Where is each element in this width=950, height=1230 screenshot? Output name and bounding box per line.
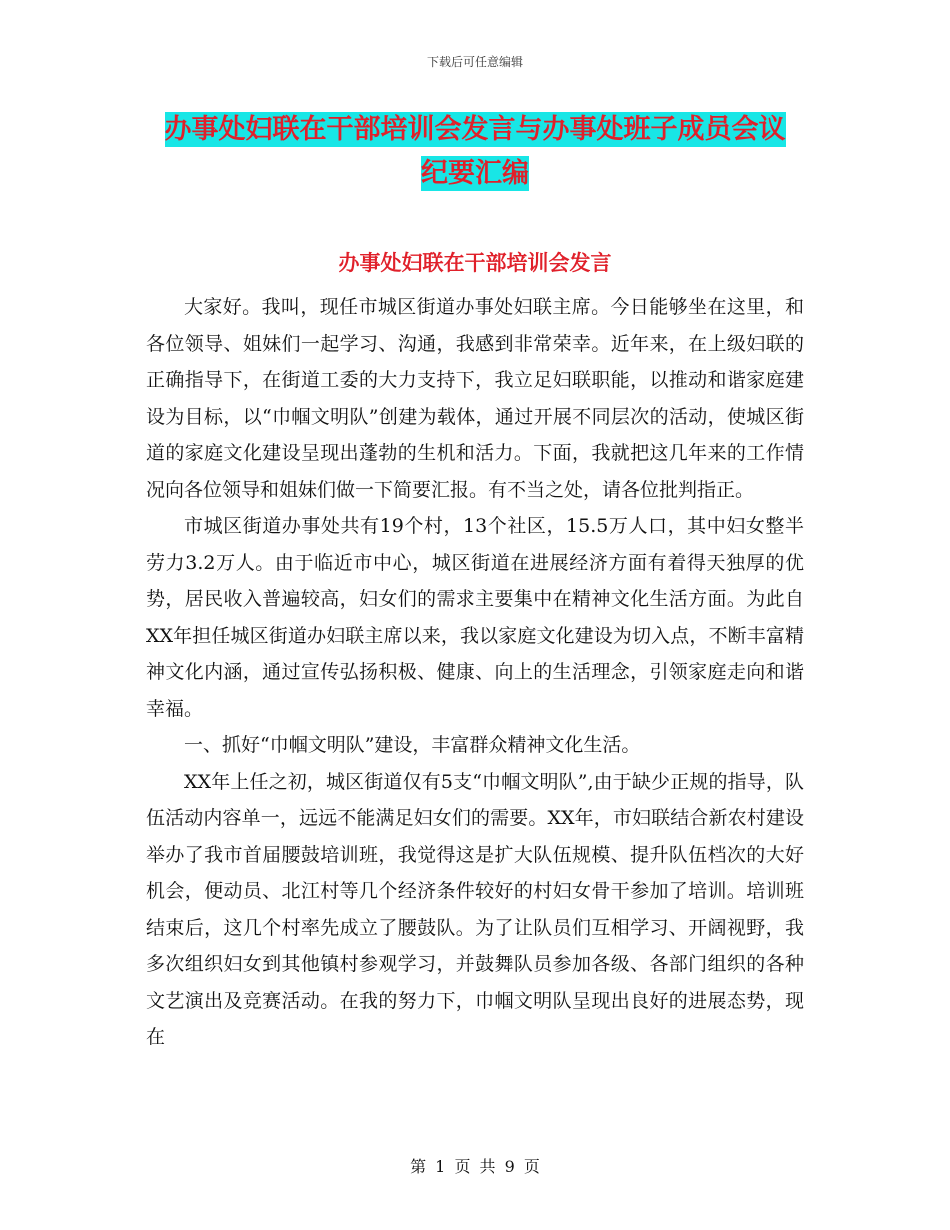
document-title-line-2 (0, 154, 950, 194)
document-title-text-2: 纪要汇编 (421, 158, 529, 189)
paragraph-4: XX年上任之初，城区街道仅有5支“巾帼文明队”,由于缺少正规的指导，队伍活动内容单一，远远不能满足妇女们的需要。XX年，市妇联结合新农村建设举办了我市首届腰鼓培训班，我觉得这是扩大队伍规模、提升队伍档次的大好机会，便动员、北江村等几个经济条件较好的村妇女骨干参加了培训。培训班结束后，这几个村率先成立了腰鼓队。为了让队员们互相学习、开阔视野，我多次组织妇女到其他镇村参观学习，并鼓舞队员参加各级、各部门组织的各种文艺演出及竞赛活动。在我的努力下，巾帼文明队呈现出良好的进展态势，现在 (146, 770, 804, 1048)
paragraph-2: 市城区街道办事处共有19个村，13个社区，15.5万人口，其中妇女整半劳力3.2万人。由于临近市中心，城区街道在进展经济方面有着得天独厚的优势，居民收入普遍较高，妇女们的需求主要集中在精神文化生活方面。为此自XX年担任城区街道办妇联主席以来，我以家庭文化建设为切入点，不断丰富精神文化内涵，通过宣传弘扬积极、健康、向上的生活理念，引领家庭走向和谐幸福。 (146, 515, 804, 720)
document-title-line-1 (0, 110, 950, 150)
section-title: 办事处妇联在干部培训会发言 (338, 251, 612, 275)
paragraph-3: 一、抓好“巾帼文明队”建设，丰富群众精神文化生活。 (184, 734, 641, 756)
document-body (146, 289, 804, 1056)
page-number-footer: 第 1 页 共 9 页 (410, 1157, 540, 1176)
paragraph-1: 大家好。我叫，现任市城区街道办事处妇联主席。今日能够坐在这里，和各位领导、姐妹们一起学习、沟通，我感到非常荣幸。近年来，在上级妇联的正确指导下，在街道工委的大力支持下，我立足妇联职能，以推动和谐家庭建设为目标，以“巾帼文明队”创建为载体，通过开展不同层次的活动，使城区街道的家庭文化建设呈现出蓬勃的生机和活力。下面，我就把这几年来的工作情况向各位领导和姐妹们做一下简要汇报。有不当之处，请各位批判指正。 (146, 296, 804, 501)
document-title-text-1: 办事处妇联在干部培训会发言与办事处班子成员会议 (164, 114, 786, 145)
page-header-note: 下载后可任意编辑 (426, 55, 523, 69)
